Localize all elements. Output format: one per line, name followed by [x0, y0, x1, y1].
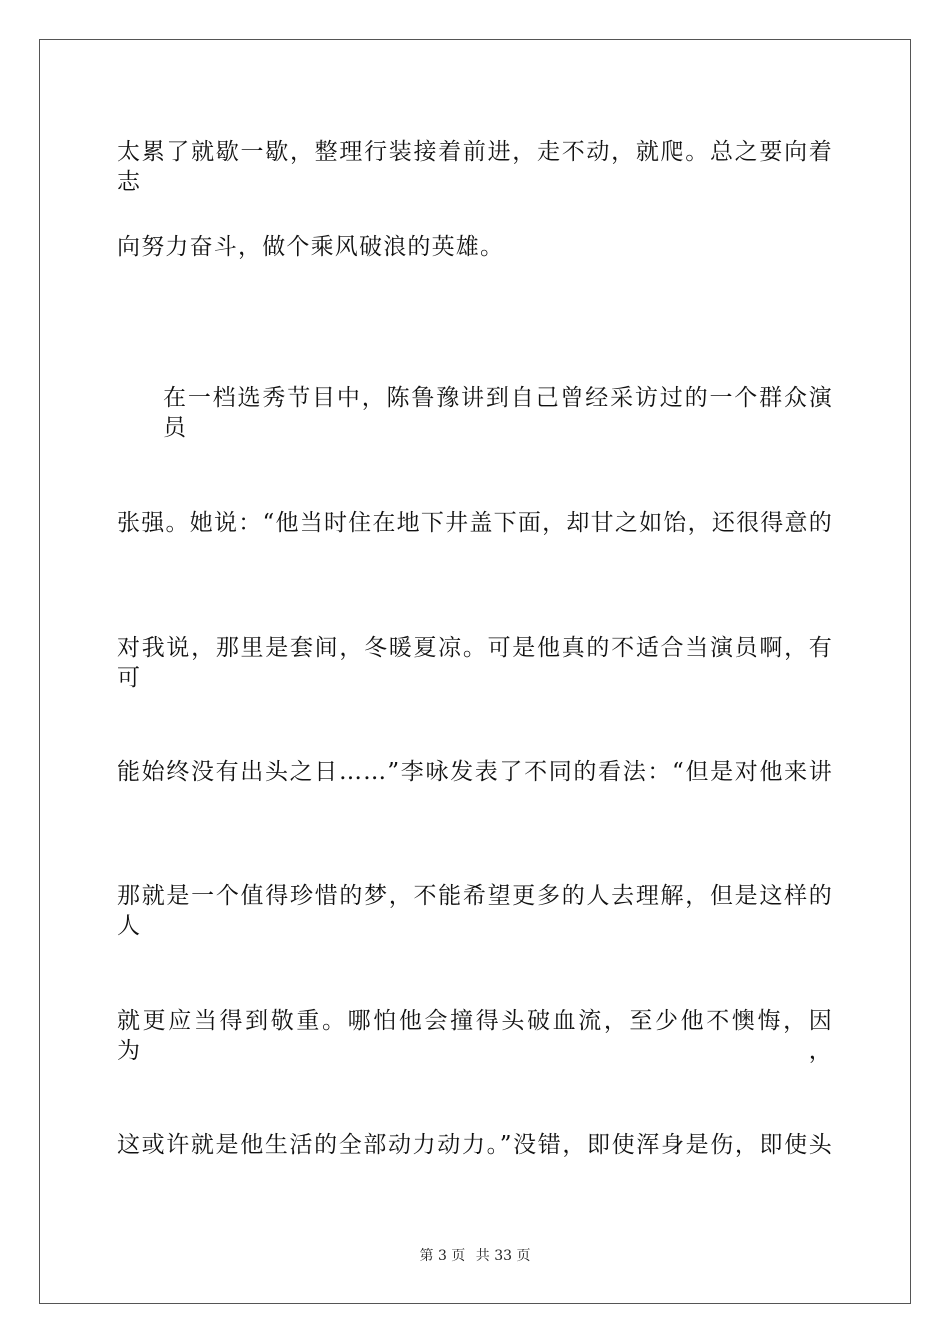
paragraph-line-7: 那就是一个值得珍惜的梦，不能希望更多的人去理解，但是这样的人: [117, 883, 833, 939]
paragraph-line-2: 向努力奋斗，做个乘风破浪的英雄。: [117, 234, 505, 260]
paragraph-line-3: 在一档选秀节目中，陈鲁豫讲到自己曾经采访过的一个群众演员: [163, 385, 833, 441]
paragraph-line-5: 对我说，那里是套间，冬暖夏凉。可是他真的不适合当演员啊，有可: [117, 635, 833, 691]
paragraph-line-6: 能始终没有出头之日……”李咏发表了不同的看法：“但是对他来讲: [117, 759, 833, 785]
paragraph-line-8: 就更应当得到敬重。哪怕他会撞得头破血流，至少他不懊悔，因为，: [117, 1008, 833, 1064]
paragraph-line-1: 太累了就歇一歇，整理行装接着前进，走不动，就爬。总之要向着志: [117, 139, 833, 195]
page-number: 第 3 页: [419, 1248, 466, 1264]
page-footer: [0, 1245, 950, 1265]
total-pages: 共 33 页: [475, 1248, 531, 1264]
paragraph-line-4: 张强。她说：“他当时住在地下井盖下面，却甘之如饴，还很得意的: [117, 510, 833, 536]
paragraph-line-9: 这或许就是他生活的全部动力动力。”没错，即使浑身是伤，即使头: [117, 1132, 833, 1158]
page-border: [39, 39, 911, 1304]
